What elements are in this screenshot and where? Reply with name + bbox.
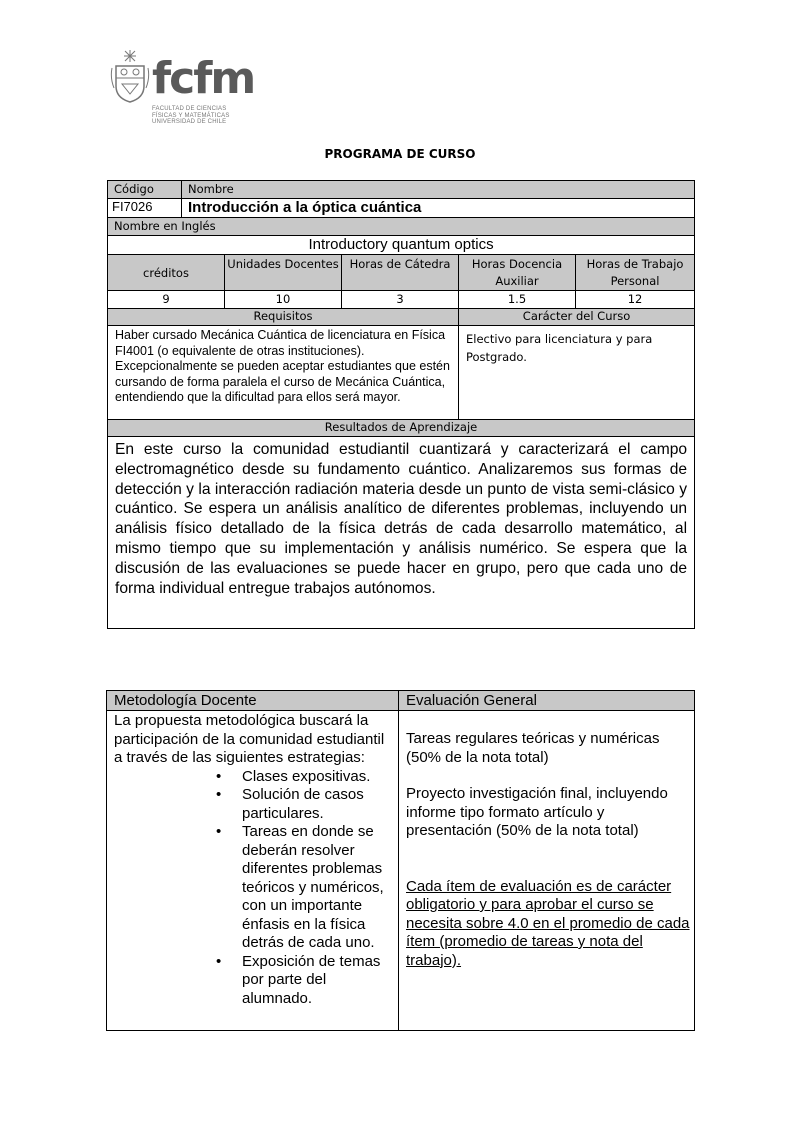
requisitos-text: Haber cursado Mecánica Cuántica de licenciatura en Física FI4001 (o equivalente de otras instituciones). Excepcionalmente se pueden aceptar estudiantes que estén cursando de forma paralela el curso de Mecánica Cuántica, entendiendo que la dificultad para ellos será mayor. <box>108 326 459 420</box>
list-item: • Exposición de temas por parte del alumnado. <box>214 953 394 1009</box>
horas-personal-value: 12 <box>576 291 695 309</box>
evaluacion-p2: Proyecto investigación final, incluyendo informe tipo formato artículo y presentación (50% de la nota total) <box>406 785 668 839</box>
evaluacion-cell <box>399 711 695 1031</box>
evaluacion-header: Evaluación General <box>399 691 695 711</box>
creditos-value: 9 <box>108 291 225 309</box>
list-item: • Clases expositivas. <box>214 768 394 787</box>
fcfm-logo <box>110 48 255 130</box>
resultados-label: Resultados de Aprendizaje <box>108 420 695 437</box>
list-item: • Solución de casos particulares. <box>214 786 394 823</box>
creditos-label: créditos <box>108 255 225 291</box>
english-name-label: Nombre en Inglés <box>108 218 695 236</box>
evaluacion-p1: Tareas regulares teóricas y numéricas (50% de la nota total) <box>406 730 660 766</box>
horas-auxiliar-value: 1.5 <box>459 291 576 309</box>
metodologia-intro: La propuesta metodológica buscará la participación de la comunidad estudiantil a través de las siguientes estrategias: <box>114 712 385 766</box>
course-info-table <box>107 180 695 629</box>
methodology-evaluation-table <box>106 690 695 1031</box>
caracter-label: Carácter del Curso <box>459 309 695 326</box>
horas-catedra-value: 3 <box>342 291 459 309</box>
nombre-label: Nombre <box>182 181 695 199</box>
unidades-value: 10 <box>225 291 342 309</box>
evaluacion-p3: Cada ítem de evaluación es de carácter obligatorio y para aprobar el curso se necesita sobre 4.0 en el promedio de cada ítem (promedio de tareas y nota del trabajo). <box>406 877 690 969</box>
page-title: PROGRAMA DE CURSO <box>324 147 476 161</box>
university-seal-icon <box>110 48 150 104</box>
metodologia-cell <box>107 711 399 1031</box>
metodologia-list <box>114 768 394 1009</box>
resultados-text: En este curso la comunidad estudiantil cuantizará y caracterizará el campo electromagnético desde su fundamento cuántico. Analizaremos sus formas de detección y la interacción radiación materia desde un punto de vista semi-clásico y cuántico. Se espera un análisis analítico de diferentes problemas, incluyendo un análisis físico detallado de la física detrás de cada desarrollo matemático, al mismo tiempo que su implementación y análisis numérico. Se espera que la discusión de las evaluaciones se puede hacer en grupo, pero que cada uno de forma individual entregue trabajos autónomos. <box>108 437 695 629</box>
horas-catedra-label: Horas de Cátedra <box>342 255 459 291</box>
caracter-text: Electivo para licenciatura y para Postgrado. <box>459 326 695 420</box>
logo-wordmark: fcfm <box>152 53 255 104</box>
horas-personal-label: Horas de Trabajo Personal <box>576 255 695 291</box>
course-code: FI7026 <box>108 199 182 218</box>
horas-auxiliar-label: Horas Docencia Auxiliar <box>459 255 576 291</box>
logo-subtitle: FACULTAD DE CIENCIAS FÍSICAS Y MATEMÁTICAS UNIVERSIDAD DE CHILE <box>152 106 230 125</box>
course-name: Introducción a la óptica cuántica <box>182 199 695 218</box>
codigo-label: Código <box>108 181 182 199</box>
requisitos-label: Requisitos <box>108 309 459 326</box>
english-name: Introductory quantum optics <box>108 236 695 255</box>
metodologia-header: Metodología Docente <box>107 691 399 711</box>
list-item: • Tareas en donde se deberán resolver diferentes problemas teóricos y numéricos, con un importante énfasis en la física detrás de cada uno. <box>214 823 394 953</box>
unidades-label: Unidades Docentes <box>225 255 342 291</box>
